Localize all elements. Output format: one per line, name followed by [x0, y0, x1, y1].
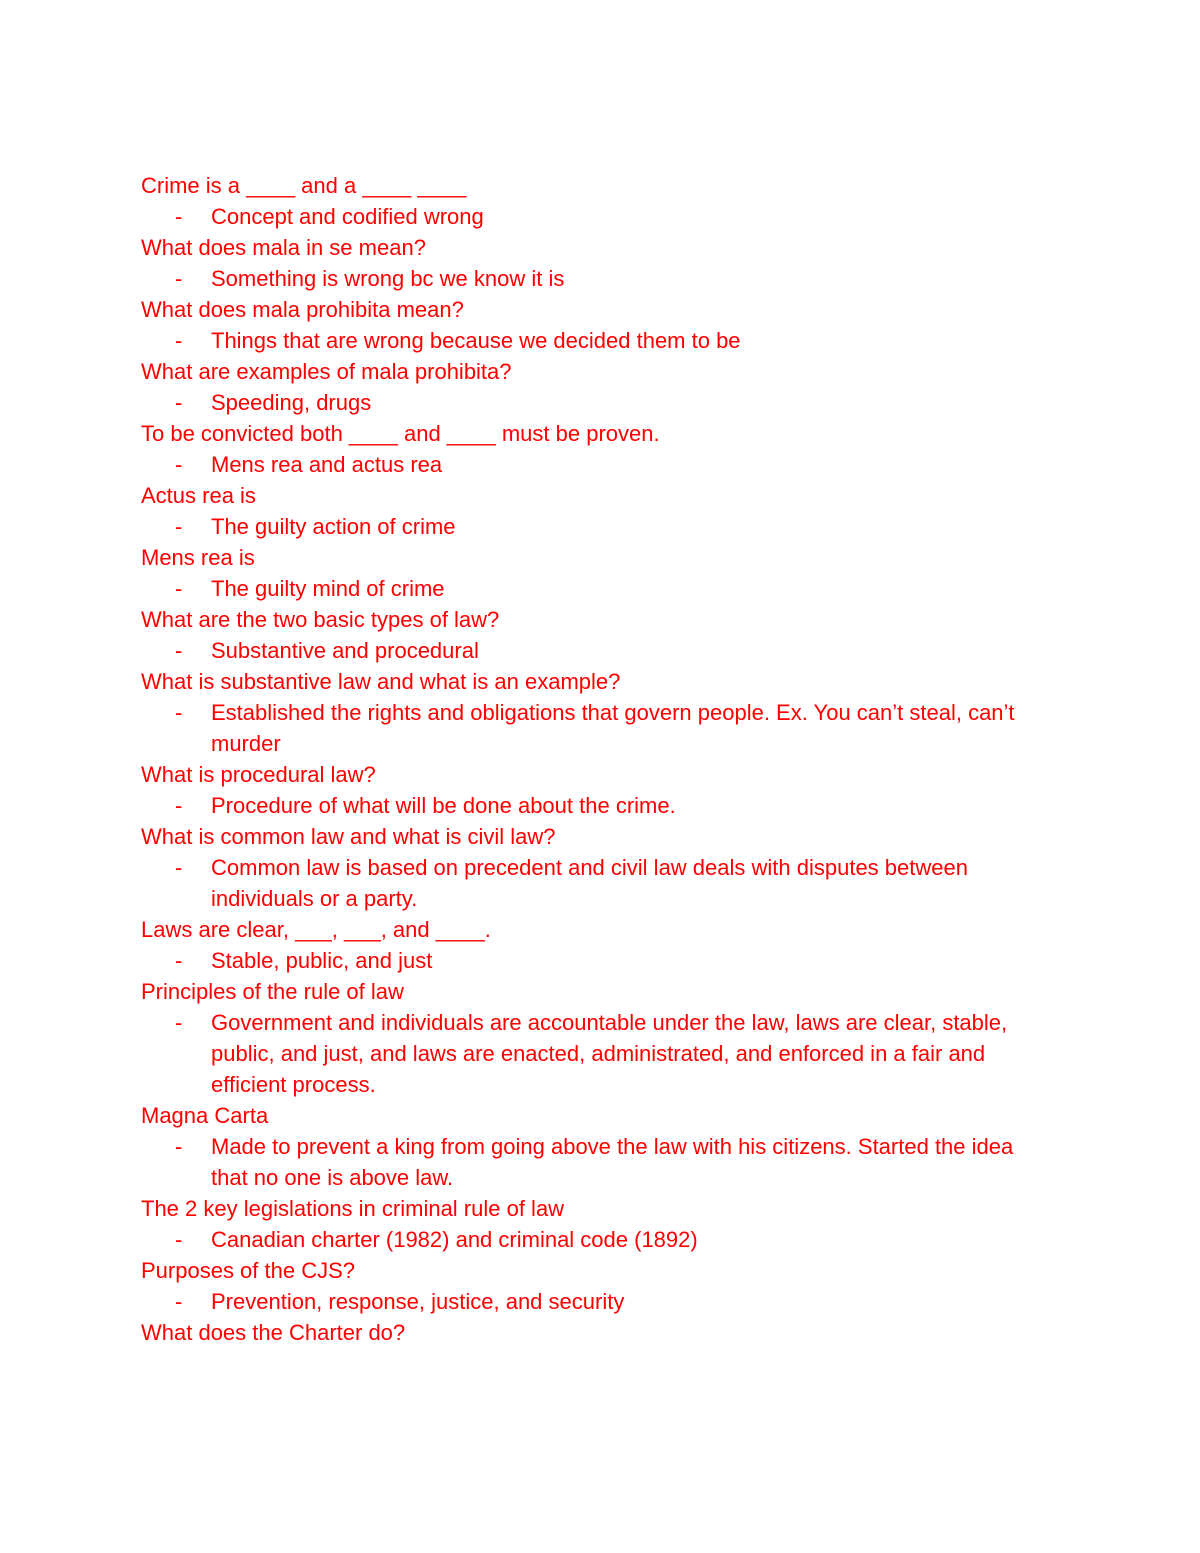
answer-bullet [141, 945, 1041, 976]
bullet-dash-icon: - [175, 948, 183, 973]
answer-bullet [141, 201, 1041, 232]
answer-text: Speeding, drugs [211, 390, 372, 415]
document-page [141, 170, 1041, 1348]
answer-bullet [141, 1286, 1041, 1317]
bullet-dash-icon: - [175, 204, 183, 229]
answer-bullet [141, 852, 1041, 914]
answer-text: The guilty mind of crime [211, 576, 445, 601]
answer-text: Established the rights and obligations that govern people. Ex. You can’t steal, can’t murder [211, 700, 1021, 756]
answer-text: Mens rea and actus rea [211, 452, 443, 477]
qa-item [141, 604, 1041, 666]
qa-item [141, 1317, 1041, 1348]
bullet-dash-icon: - [175, 855, 183, 880]
answer-text: Common law is based on precedent and civil law deals with disputes between individuals or a party. [211, 855, 975, 911]
question-text: To be convicted both ____ and ____ must be proven. [141, 421, 660, 446]
bullet-dash-icon: - [175, 1289, 183, 1314]
bullet-dash-icon: - [175, 638, 183, 663]
qa-item [141, 759, 1041, 821]
answer-bullet [141, 325, 1041, 356]
qa-item [141, 542, 1041, 604]
question-text: Purposes of the CJS? [141, 1258, 356, 1283]
answer-text: Canadian charter (1982) and criminal code (1892) [211, 1227, 698, 1252]
answer-text: The guilty action of crime [211, 514, 456, 539]
question-text: Principles of the rule of law [141, 979, 404, 1004]
question-text: What is common law and what is civil law? [141, 824, 556, 849]
qa-item [141, 1255, 1041, 1317]
question-text: What does mala prohibita mean? [141, 297, 464, 322]
bullet-dash-icon: - [175, 390, 183, 415]
answer-text: Government and individuals are accountable under the law, laws are clear, stable, public, and just, and laws are enacted, administrated, and enforced in a fair and efficient process. [211, 1010, 1014, 1097]
bullet-dash-icon: - [175, 1010, 183, 1035]
question-text: Crime is a ____ and a ____ ____ [141, 173, 467, 198]
qa-item [141, 1193, 1041, 1255]
qa-item [141, 666, 1041, 759]
answer-text: Substantive and procedural [211, 638, 479, 663]
bullet-dash-icon: - [175, 1134, 183, 1159]
question-text: Mens rea is [141, 545, 255, 570]
answer-bullet [141, 1007, 1041, 1100]
qa-item [141, 356, 1041, 418]
answer-text: Something is wrong bc we know it is [211, 266, 565, 291]
bullet-dash-icon: - [175, 328, 183, 353]
qa-item [141, 294, 1041, 356]
bullet-dash-icon: - [175, 700, 183, 725]
bullet-dash-icon: - [175, 514, 183, 539]
qa-item [141, 914, 1041, 976]
bullet-dash-icon: - [175, 793, 183, 818]
answer-bullet [141, 1224, 1041, 1255]
bullet-dash-icon: - [175, 1227, 183, 1252]
answer-bullet [141, 387, 1041, 418]
qa-item [141, 1100, 1041, 1193]
qa-item [141, 232, 1041, 294]
answer-bullet [141, 1131, 1041, 1193]
question-text: The 2 key legislations in criminal rule of law [141, 1196, 565, 1221]
question-text: What does the Charter do? [141, 1320, 406, 1345]
answer-text: Procedure of what will be done about the crime. [211, 793, 676, 818]
answer-bullet [141, 449, 1041, 480]
answer-text: Stable, public, and just [211, 948, 433, 973]
answer-bullet [141, 511, 1041, 542]
question-text: Magna Carta [141, 1103, 269, 1128]
question-text: What is substantive law and what is an example? [141, 669, 621, 694]
bullet-dash-icon: - [175, 452, 183, 477]
answer-text: Concept and codified wrong [211, 204, 484, 229]
answer-bullet [141, 573, 1041, 604]
question-text: What does mala in se mean? [141, 235, 426, 260]
bullet-dash-icon: - [175, 576, 183, 601]
qa-item [141, 418, 1041, 480]
qa-item [141, 821, 1041, 914]
qa-item [141, 480, 1041, 542]
answer-bullet [141, 790, 1041, 821]
answer-bullet [141, 635, 1041, 666]
question-text: What are the two basic types of law? [141, 607, 500, 632]
answer-bullet [141, 697, 1041, 759]
answer-text: Made to prevent a king from going above the law with his citizens. Started the idea that no one is above law. [211, 1134, 1020, 1190]
answer-text: Things that are wrong because we decided them to be [211, 328, 741, 353]
question-text: What are examples of mala prohibita? [141, 359, 512, 384]
bullet-dash-icon: - [175, 266, 183, 291]
question-text: What is procedural law? [141, 762, 376, 787]
answer-bullet [141, 263, 1041, 294]
question-text: Laws are clear, ___, ___, and ____. [141, 917, 491, 942]
qa-item [141, 976, 1041, 1100]
question-text: Actus rea is [141, 483, 256, 508]
qa-item [141, 170, 1041, 232]
answer-text: Prevention, response, justice, and security [211, 1289, 625, 1314]
